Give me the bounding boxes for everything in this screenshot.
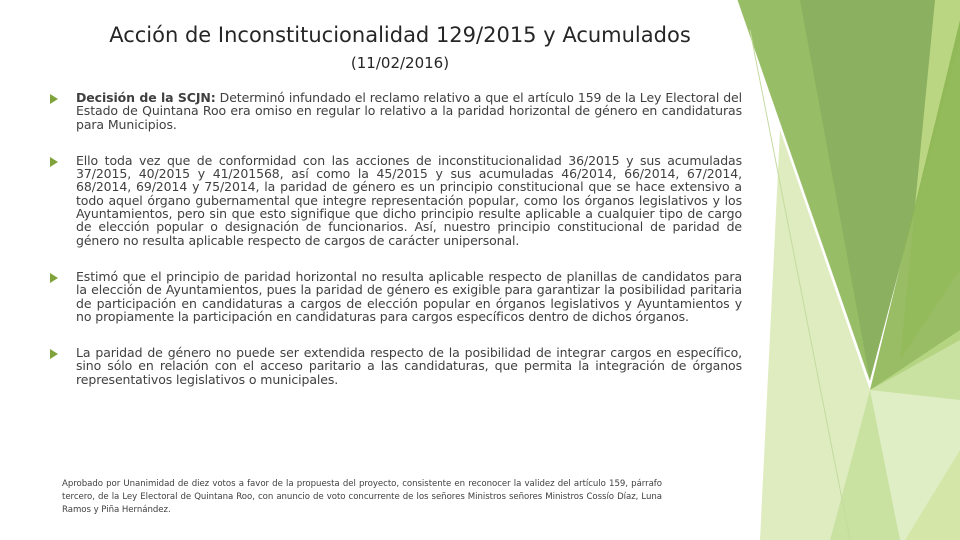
bullet-text: La paridad de género no puede ser extendida respecto de la posibilidad de integrar cargos en específico, sino sólo en relación con el acceso paritario a las candidaturas, que permita la integración de órganos representativos legislativos o municipales. [76,345,742,387]
slide-title: Acción de Inconstitucionalidad 129/2015 y Acumulados [109,23,691,47]
bullet-text: Determinó infundado el reclamo relativo a que el artículo 159 de la Ley Electoral del Estado de Quintana Roo era omiso en regular lo relativo a la paridad horizontal de género en candidaturas para Municipios. [76,90,743,132]
bullet-list [76,91,742,386]
arrow-bullet-icon [50,349,58,359]
bullet-text: Estimó que el principio de paridad horizontal no resulta aplicable respecto de planillas de candidatos para la elección de Ayuntamientos, pues la paridad de género es exigible para garantizar la posibilidad paritaria de participación en candidaturas a cargos de elección popular en órganos legislativos y Ayuntamientos y no propiamente la participación en candidaturas para cargos específicos dentro de dichos órganos. [76,268,742,324]
arrow-bullet-icon [50,157,58,167]
arrow-bullet-icon [50,273,58,283]
bullet-item [76,270,742,323]
footnote: Aprobado por Unanimidad de diez votos a favor de la propuesta del proyecto, consistente en reconocer la validez del artículo 159, párrafo tercero, de la Ley Electoral de Quintana Roo, con anuncio de voto concurrente de los señores Ministros señores Ministros Cossío Díaz, Luna Ramos y Piña Hernández. [62,479,662,515]
arrow-bullet-icon [50,94,58,104]
bullet-item [76,91,742,131]
bullet-text: Ello toda vez que de conformidad con las acciones de inconstitucionalidad 36/2015 y sus acumuladas 37/2015, 40/2015 y 41/201568, así como la 45/2015 y sus acumuladas 46/2014, 66/2014, 67/2014, 68/2014, 69/2014 y 75/2014, la paridad de género es un principio constitucional que se hace extensivo a todo aquel órgano gubernamental que integre representación popular, como los órganos legislativos y los Ayuntamientos, pero sin que esto signifique que dicho principio resulte aplicable a cualquier tipo de cargo de elección popular o designación de funcionarios. Así, nuestro principio constitucional de paridad de género no resulta aplicable respecto de cargos de carácter unipersonal. [76,152,742,248]
bullet-bold-prefix: Decisión de la SCJN: [76,90,216,105]
slide-subtitle: (11/02/2016) [350,54,450,72]
slide-title-block [40,20,760,75]
bullet-item [76,154,742,247]
bullet-item [76,346,742,386]
